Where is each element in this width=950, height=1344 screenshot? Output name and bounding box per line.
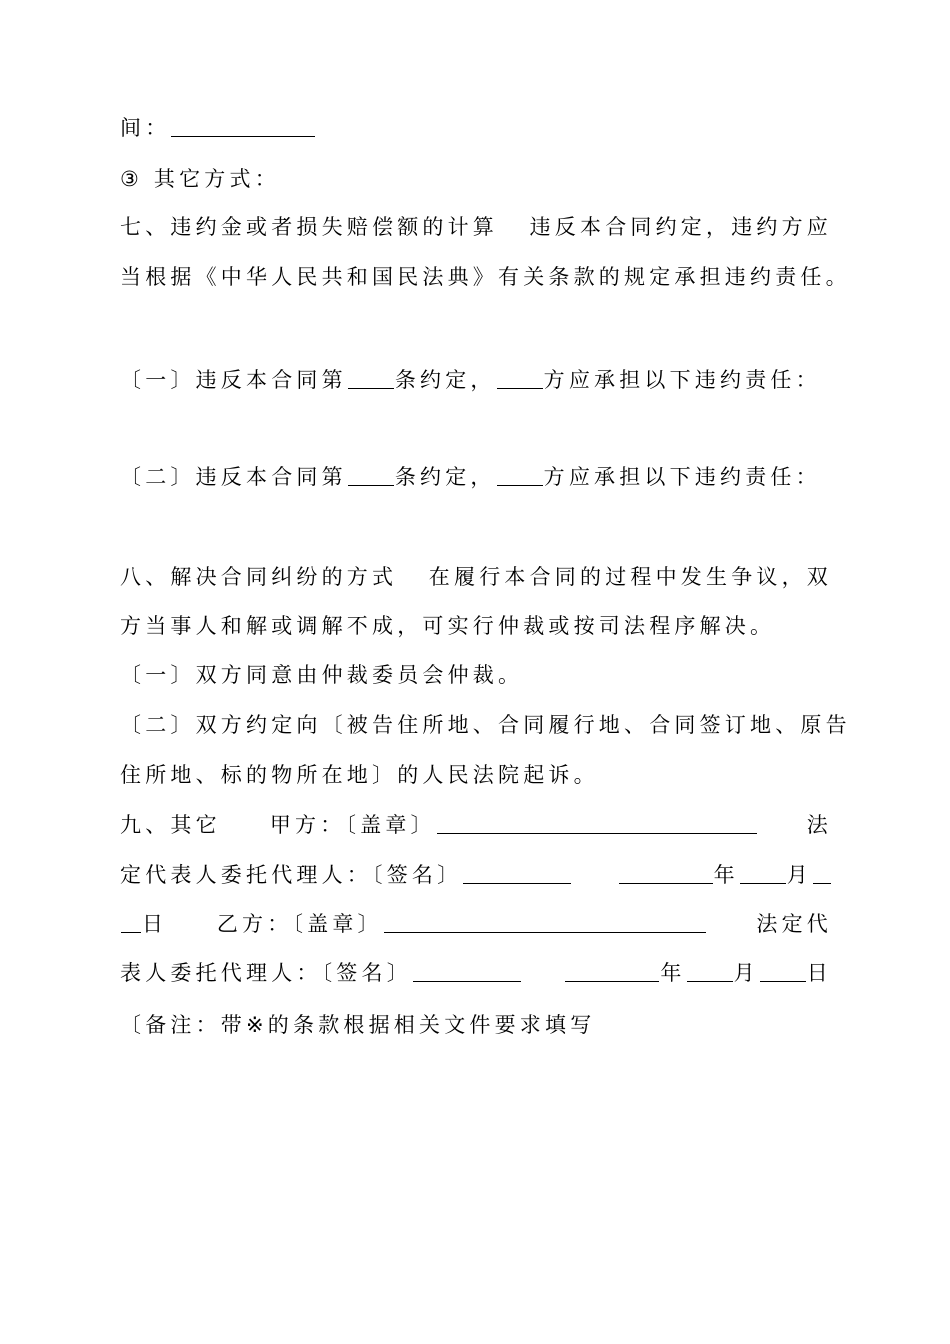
text: 表人委托代理人：〔签名〕 <box>120 961 412 985</box>
doc-line-6 <box>120 462 832 492</box>
doc-line-10 <box>120 710 851 740</box>
text: 年 <box>713 863 739 887</box>
doc-line-8 <box>120 611 832 641</box>
text: 〔一〕违反本合同第 <box>120 368 347 392</box>
blank-field <box>437 813 757 834</box>
text: 月 <box>733 961 759 985</box>
blank-field <box>348 368 394 389</box>
doc-line-13 <box>120 860 832 890</box>
text: 住所地、标的物所在地〕的人民法院起诉。 <box>120 763 599 787</box>
text: 间： <box>120 116 171 140</box>
text: 法 <box>806 813 832 837</box>
text: 当根据《中华人民共和国民法典》有关条款的规定承担违约责任。 <box>120 265 851 289</box>
party-a-signature <box>120 860 572 890</box>
party-a-date <box>618 860 832 890</box>
text: 〔一〕双方同意由仲裁委员会仲裁。 <box>120 663 524 687</box>
doc-line-4 <box>120 262 851 292</box>
blank-field <box>813 863 831 884</box>
doc-line-14 <box>120 909 832 939</box>
blank-field <box>619 863 713 884</box>
doc-line-15 <box>120 958 832 988</box>
section-heading-9: 九、其它 <box>120 813 221 837</box>
doc-line-1 <box>120 113 832 143</box>
text: 乙方：〔盖章〕 <box>216 912 383 936</box>
blank-field <box>121 912 141 933</box>
doc-line-12 <box>120 810 832 840</box>
text: 定代表人委托代理人：〔签名〕 <box>120 863 463 887</box>
doc-line-3 <box>120 212 832 242</box>
blank-field <box>497 465 543 486</box>
doc-line-7 <box>120 562 832 592</box>
text: 法定代 <box>756 912 832 936</box>
blank-field <box>348 465 394 486</box>
text: 〔二〕违反本合同第 <box>120 465 347 489</box>
blank-field <box>565 961 659 982</box>
blank-field <box>463 863 571 884</box>
blank-field <box>740 863 786 884</box>
party-b-date <box>564 958 832 988</box>
text: 日 <box>806 961 832 985</box>
text: ③ 其它方式： <box>120 167 280 191</box>
text: 〔二〕双方约定向〔被告住所地、合同履行地、合同签订地、原告 <box>120 713 851 737</box>
section-heading-7: 七、违约金或者损失赔偿额的计算 <box>120 215 498 239</box>
text: 月 <box>786 863 812 887</box>
party-b-signature <box>120 958 522 988</box>
text: 条约定， <box>394 465 496 489</box>
party-a-seal <box>270 810 758 840</box>
text: 违反本合同约定，违约方应 <box>529 215 832 239</box>
blank-field <box>171 116 315 137</box>
doc-line-16 <box>120 1010 832 1040</box>
blank-field <box>413 961 521 982</box>
text: 在履行本合同的过程中发生争议，双 <box>428 565 832 589</box>
party-b-seal <box>217 909 707 939</box>
party-a-date-day <box>120 909 167 939</box>
text: 条约定， <box>394 368 496 392</box>
text: 甲方：〔盖章〕 <box>269 813 436 837</box>
text: 方应承担以下违约责任： <box>543 368 821 392</box>
remark-note: 〔备注：带※的条款根据相关文件要求填写 <box>120 1013 596 1037</box>
doc-line-11 <box>120 760 832 790</box>
blank-field <box>687 961 733 982</box>
doc-line-2 <box>120 164 832 194</box>
blank-field <box>760 961 806 982</box>
text: 方应承担以下违约责任： <box>543 465 821 489</box>
doc-line-9 <box>120 660 832 690</box>
text: 方当事人和解或调解不成，可实行仲裁或按司法程序解决。 <box>120 614 776 638</box>
text: 年 <box>660 961 686 985</box>
blank-field <box>497 368 543 389</box>
doc-line-5 <box>120 365 832 395</box>
section-heading-8: 八、解决合同纠纷的方式 <box>120 565 398 589</box>
text: 日 <box>142 912 168 936</box>
blank-field <box>384 912 706 933</box>
